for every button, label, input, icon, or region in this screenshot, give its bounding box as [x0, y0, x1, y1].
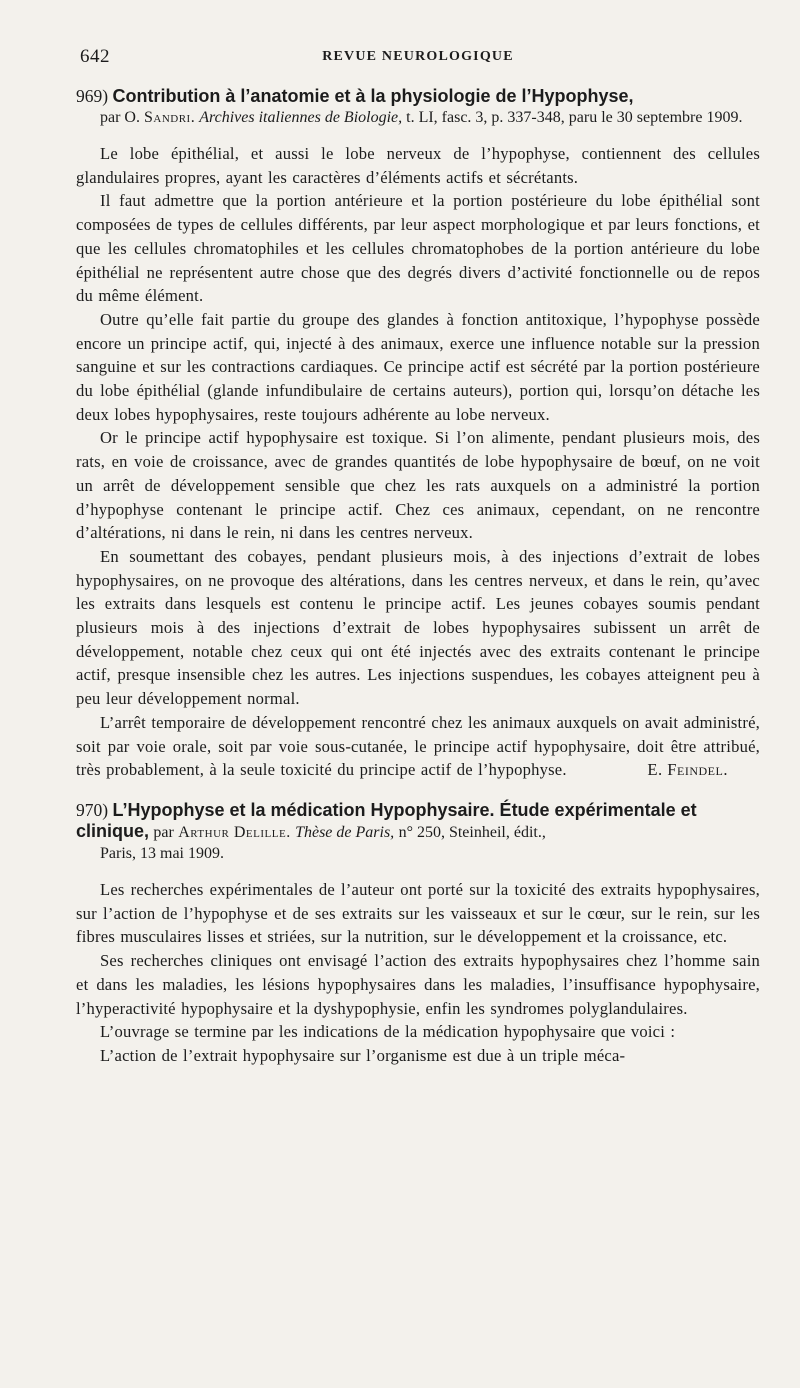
article-number: 969)	[76, 86, 109, 106]
author-name: Sandri.	[143, 109, 196, 126]
author-name: Arthur Delille.	[178, 824, 291, 841]
article-heading	[76, 800, 760, 843]
article-body	[76, 142, 760, 782]
running-head	[76, 40, 760, 76]
journal-title: REVUE NEUROLOGIQUE	[322, 49, 514, 64]
by-word: par	[153, 824, 174, 841]
paragraph: Il faut admettre que la portion antérieure et la portion postérieure du lobe épithélial sont composées de types de cellules différents, par leur aspect morphologique et par leurs fonctions, et que les cellules chromatophiles et les cellules chromatophobes de la portion antérieure du lobe épithélial ne représentent autre chose que des degrés divers d’activité fonctionnelle ou de repos du même élément.	[76, 191, 760, 306]
article-reference	[76, 107, 760, 128]
by-word: par O.	[100, 109, 140, 126]
article-970	[76, 800, 760, 1068]
source-journal: Thèse de Paris,	[295, 824, 395, 841]
paragraph: Les recherches expérimentales de l’auteur ont porté sur la toxicité des extraits hypophysaires, sur l’action de l’hypophyse et de ses extraits sur les vaisseaux et sur le cœur, sur le rein, sur les fibres musculaires lisses et striées, sur la nutrition, sur le développement et la croissance, etc.	[76, 880, 760, 947]
paragraph: Ses recherches cliniques ont envisagé l’action des extraits hypophysaires chez l’homme sain et dans les maladies, les lésions hypophysaires dans les maladies, l’insuffisance hypophysaire, l’hyperactivité hypophysaire et la dyshypophysie, enfin les syndromes polyglandulaires.	[76, 951, 760, 1018]
paragraph: Le lobe épithélial, et aussi le lobe nerveux de l’hypophyse, contiennent des cellules glandulaires propres, ayant les caractères d’éléments actifs et sécrétants.	[76, 144, 760, 187]
publication-date: Paris, 13 mai 1909.	[100, 845, 224, 862]
article-title: L’Hypophyse et la médication Hypophysaire. Étude expérimentale et clinique,	[76, 800, 697, 841]
article-heading	[76, 86, 760, 107]
page-number: 642	[80, 46, 110, 67]
article-body	[76, 878, 760, 1068]
paragraph: Outre qu’elle fait partie du groupe des glandes à fonction antitoxique, l’hypophyse possède encore un principe actif, qui, injecté à des animaux, exerce une influence notable sur la pression sanguine et sur les contractions cardiaques. Ce principe actif est sécrété par la portion postérieure du lobe épithélial (glande infundibulaire de certains auteurs), portion qui, lorsqu’on détache les deux lobes hypophysaires, reste toujours adhérente au lobe nerveux.	[76, 309, 760, 424]
article-title: Contribution à l’anatomie et à la physiologie de l’Hypophyse,	[112, 86, 634, 106]
source-journal: Archives italiennes de Biologie,	[199, 109, 403, 126]
article-969	[76, 86, 760, 782]
paragraph: En soumettant des cobayes, pendant plusieurs mois, à des injections d’extrait de lobes hypophysaires, on ne provoque des altérations, dans les centres nerveux, et dans le rein, qu’avec les extraits dans lesquels est contenu le principe actif. Les jeunes cobayes soumis pendant plusieurs mois à des injections d’extrait de lobes hypophysaires subissent un arrêt de développement, notable chez ceux qui ont été injectés avec des extraits contenant le principe actif, presque insensible chez les autres. Les injections suspendues, les cobayes atteignent peu à peu leur développement normal.	[76, 546, 760, 709]
publication-date: 30 septembre 1909.	[616, 109, 743, 126]
article-number: 970)	[76, 800, 109, 820]
paragraph: L’ouvrage se termine par les indications de la médication hypophysaire que voici :	[100, 1022, 676, 1042]
source-reference: t. LI, fasc. 3, p. 337-348, paru le	[406, 109, 613, 126]
paragraph: Or le principe actif hypophysaire est toxique. Si l’on alimente, pendant plusieurs mois, des rats, en voie de croissance, avec de grandes quantités de lobe hypophysaire de bœuf, on ne voit un arrêt de développement sensible que chez les rats auxquels on a administré la portion d’hypophyse contenant le principe actif. Chez ces animaux, cependant, on ne rencontre d’altérations, ni dans le rein, ni dans les centres nerveux.	[76, 428, 760, 543]
paragraph: L’arrêt temporaire de développement rencontré chez les animaux auxquels on avait administré, soit par voie orale, soit par voie sous-cutanée, le principe actif hypophysaire, doit être attribué, très probablement, à la seule toxicité du principe actif de l’hypophyse.	[76, 712, 760, 780]
paragraph: L’action de l’extrait hypophysaire sur l’organisme est due à un triple méca-	[100, 1045, 626, 1065]
reviewer-signature: E. Feindel.	[647, 760, 728, 780]
source-reference: n° 250, Steinheil, édit.,	[398, 824, 546, 841]
